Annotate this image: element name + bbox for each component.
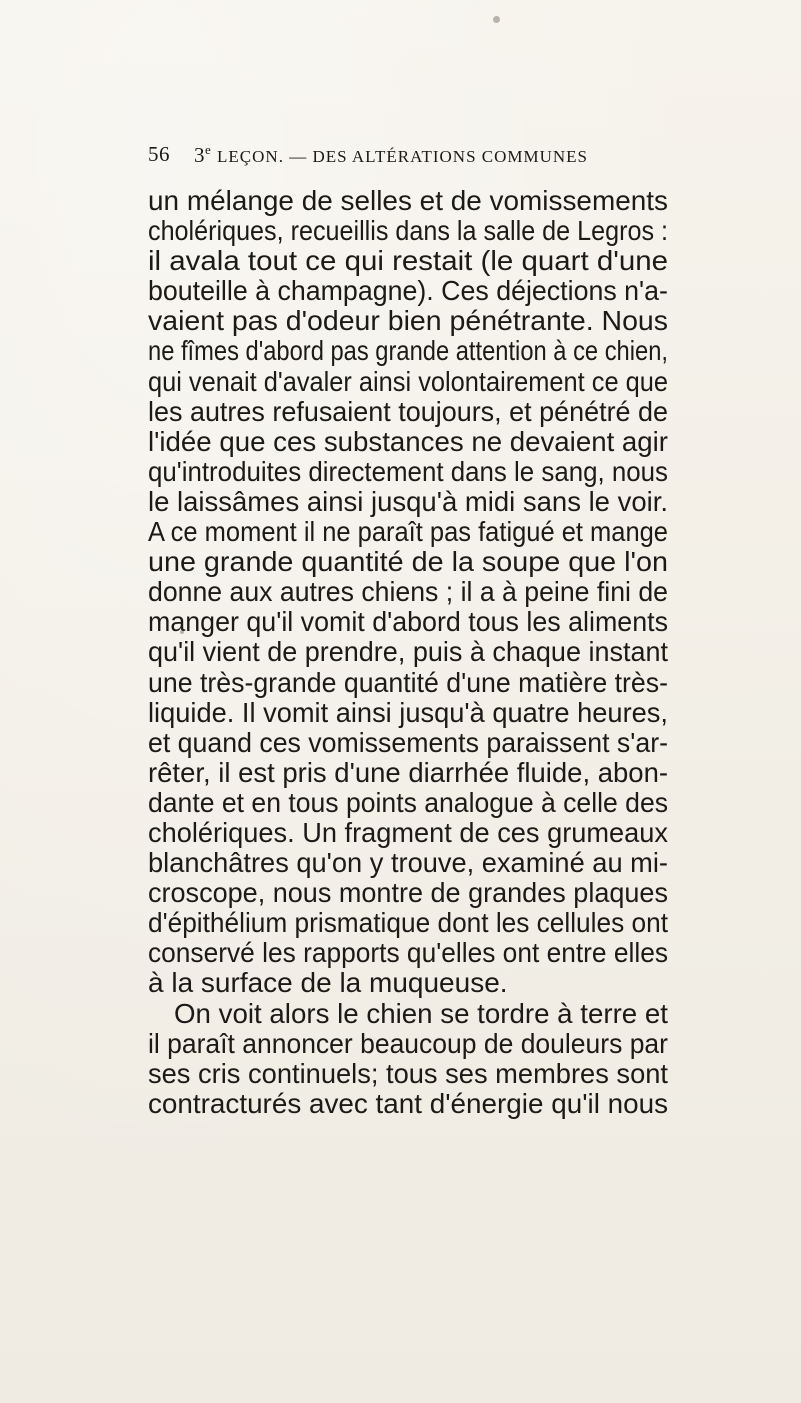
- text-line: à la surface de la muqueuse.: [148, 967, 508, 999]
- text-line: les autres refusaient toujours, et pénétré de: [148, 395, 669, 427]
- text-line: et quand ces vomissements paraissent s'ar-: [148, 726, 669, 758]
- text-line: On voit alors le chien se tordre à terre et: [174, 997, 668, 1029]
- chapter-heading: [194, 142, 588, 168]
- text-line: l'idée que ces substances ne devaient agir: [148, 425, 669, 457]
- text-line: d'épithélium prismatique dont les cellules ont: [148, 907, 668, 939]
- lesson-suffix: e: [205, 142, 212, 157]
- text-line: donne aux autres chiens ; il a à peine fini de: [148, 576, 668, 608]
- running-header: [148, 142, 668, 172]
- text-line: conservé les rapports qu'elles ont entre elles: [148, 937, 669, 969]
- text-line: qu'introduites directement dans le sang, nous: [148, 455, 669, 487]
- text-line: liquide. Il vomit ainsi jusqu'à quatre heures,: [148, 696, 668, 728]
- print-speck: [493, 16, 500, 23]
- text-line: bouteille à champagne). Ces déjections n'a-: [148, 275, 668, 307]
- text-line: dante et en tous points analogue à celle des: [148, 786, 669, 818]
- text-line: vaient pas d'odeur bien pénétrante. Nous: [148, 305, 669, 337]
- text-line: cholériques, recueillis dans la salle de Legros :: [148, 215, 668, 247]
- text-line: A ce moment il ne paraît pas fatigué et mange: [148, 516, 668, 548]
- text-line: il avala tout ce qui restait (le quart d'une: [148, 245, 669, 277]
- text-line: une grande quantité de la soupe que l'on: [148, 546, 668, 578]
- text-line: ne fîmes d'abord pas grande attention à ce chien,: [148, 335, 668, 367]
- page-number: 56: [148, 142, 170, 166]
- body-text: [148, 186, 668, 1119]
- text-line: ses cris continuels; tous ses membres sont: [148, 1057, 668, 1089]
- lesson-title: LEÇON. — DES ALTÉRATIONS COMMUNES: [217, 147, 589, 166]
- text-line: croscope, nous montre de grandes plaques: [148, 877, 668, 909]
- text-line: rêter, il est pris d'une diarrhée fluide, abon-: [148, 756, 669, 788]
- text-line: le laissâmes ainsi jusqu'à midi sans le voir.: [148, 485, 669, 517]
- text-line: manger qu'il vomit d'abord tous les aliments: [148, 606, 668, 638]
- text-line: cholériques. Un fragment de ces grumeaux: [148, 816, 669, 848]
- text-line: qu'il vient de prendre, puis à chaque instant: [148, 636, 669, 668]
- text-line: un mélange de selles et de vomissements: [148, 185, 668, 216]
- text-line: blanchâtres qu'on y trouve, examiné au mi-: [148, 847, 668, 879]
- text-line: il paraît annoncer beaucoup de douleurs par: [148, 1027, 668, 1059]
- text-line: qui venait d'avaler ainsi volontairement ce que: [148, 365, 669, 397]
- lesson-number: 3: [194, 143, 205, 167]
- text-line: contracturés avec tant d'énergie qu'il nous: [148, 1087, 669, 1119]
- text-line: une très-grande quantité d'une matière très-: [148, 666, 668, 698]
